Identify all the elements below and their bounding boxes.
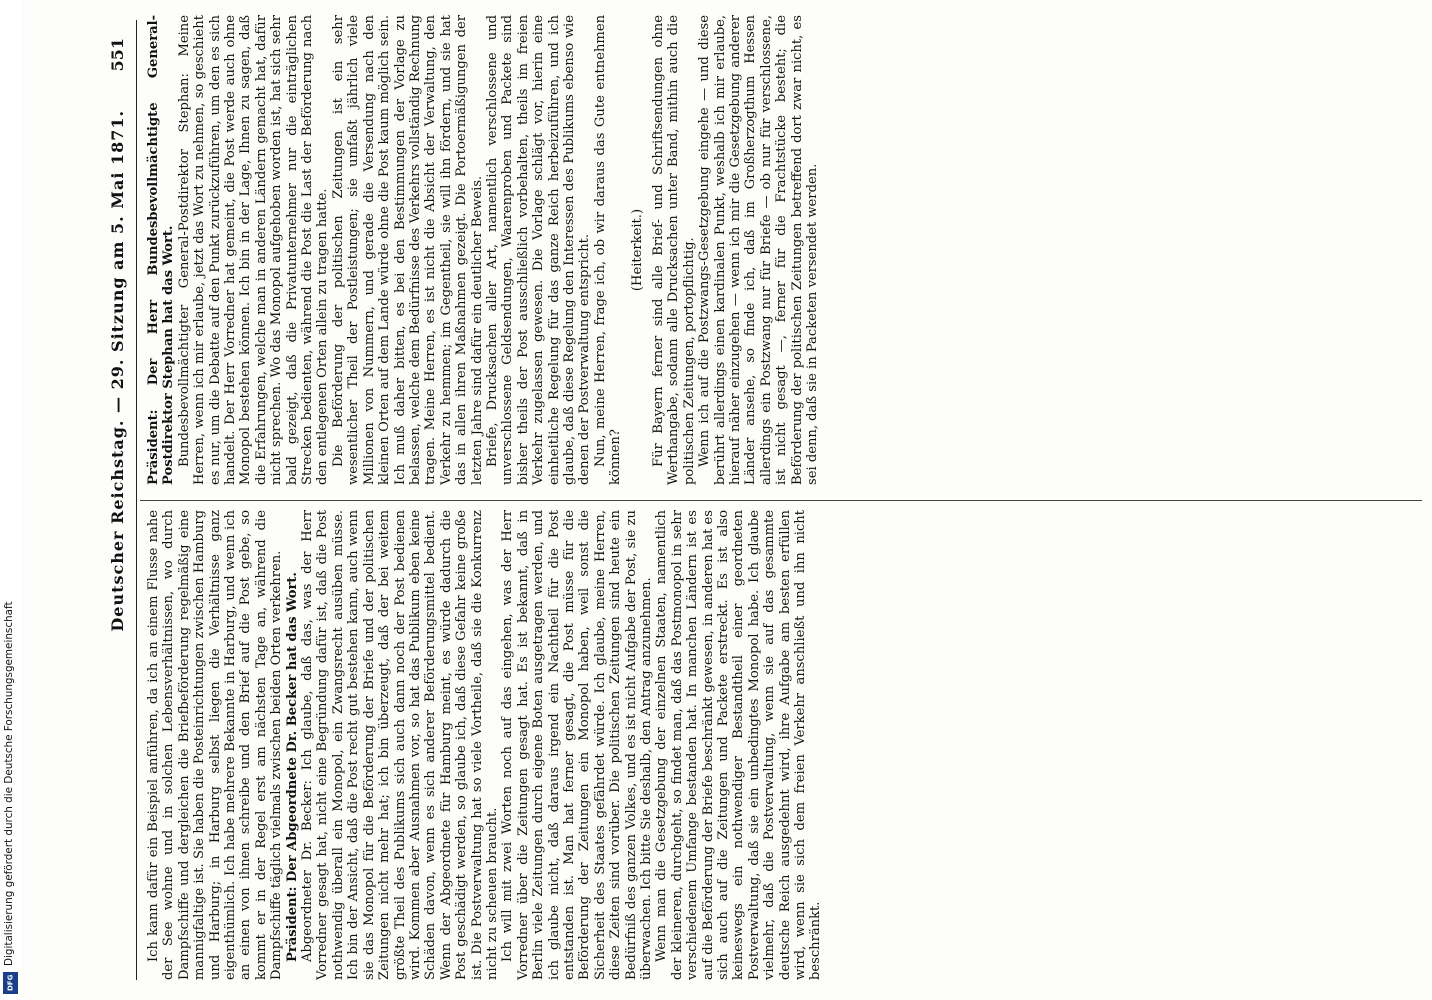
- paragraph: Abgeordneter Dr. Becker: Ich glaube, daß das, was der Herr Vorredner gesagt hat, nicht eine Begründung dafür ist, daß die Post nothwendig überall ein Monopol, ein Zwangsrecht ausüben müsse. Ich bin der Ansicht, daß die Post recht gut bestehen kann, auch wenn sie das Monopol für die Beförderung der Briefe und der politischen Zeitungen nicht mehr hat; ich bin überzeugt, daß der bei weitem größte Theil des Publikums sich auch dann noch der Post bedienen wird. Kommen aber Ausnahmen vor, so hat das Publikum eben keine Schäden davon, wenn es sich anderer Beförderungsmittel bedient. Wenn der Abgeordnete für Hamburg meint, es würde dadurch die Post geschädigt werden, so glaube ich, daß diese Gefahr keine große ist. Die Postverwaltung hat so viele Vortheile, daß sie die Konkurrenz nicht zu scheuen braucht.: [300, 510, 500, 980]
- laughter-note: (Heiterkeit.): [629, 208, 645, 292]
- paragraph: Wenn man die Gesetzgebung der einzelnen Staaten, namentlich der kleineren, durchgeht, so findet man, daß das Postmonopol in sehr verschiedenem Umfange bestanden hat. In manchen Ländern ist es auf die Beförderung der Briefe beschränkt gewesen, in anderen hat es sich auch auf die Zeitungen und Packete erstreckt. Es ist also keineswegs ein nothwendiger Bestandtheil einer geordneten Postverwaltung, daß sie ein unbedingtes Monopol habe. Ich glaube vielmehr, daß die Postverwaltung, wenn sie auf das gesammte deutsche Reich ausgedehnt wird, ihre Aufgabe am besten erfüllen wird, wenn sie sich dem freien Verkehr anschließt und ihn nicht beschränkt.: [654, 510, 824, 980]
- speaker-line: Präsident: Der Abgeordnete Dr. Becker hat das Wort.: [284, 572, 300, 962]
- paragraph: Die Beförderung der politischen Zeitungen ist ein sehr wesentlicher Theil der Postleistungen; sie umfaßt jährlich viele Millionen von Nummern, und gerade die Versendung nach den kleinen Orten auf dem Lande würde ohne die Post kaum möglich sein. Ich muß daher bitten, es bei den Bestimmungen der Vorlage zu belassen, welche dem Bedürfnisse des Verkehrs vollständig Rechnung tragen. Meine Herren, es ist nicht die Absicht der Verwaltung, den Verkehr zu hemmen; im Gegentheil, sie will ihn fördern, und sie hat das in allen ihren Maßnahmen gezeigt. Die Portoermäßigungen der letzten Jahre sind dafür ein deutlicher Beweis.: [330, 15, 485, 485]
- funding-credit: Digitalisierung gefördert durch die Deutsche Forschungsgemeinschaft: [3, 601, 15, 966]
- paragraph: Wenn ich auf die Postzwangs-Gesetzgebung eingehe — und diese berührt allerdings einen kardinalen Punkt, weshalb ich mir erlaube, hierauf näher einzugehen — wenn ich mir die Gesetzgebung anderer Länder ansehe, so finde ich, daß im Großherzogthum Hessen allerdings ein Postzwang nur für Briefe — ob nur für verschlossene, ist nicht gesagt —, ferner für die Frachtstücke besteht; die Beförderung der politischen Zeitungen betreffend dort zwar nicht, es sei denn, daß sie in Packeten versendet werden.: [697, 15, 821, 485]
- speaker-line: Präsident: Der Herr Bundesbevollmächtigte General-Postdirektor Stephan hat das Wort.: [146, 15, 177, 485]
- paragraph: Nun, meine Herren, frage ich, ob wir daraus das Gute entnehmen können?: [592, 15, 624, 485]
- rotated-page: [100, 0, 1432, 1000]
- newspaper-page: [100, 0, 1432, 1000]
- digitization-sidebar: [0, 0, 22, 1000]
- paragraph: Für Bayern ferner sind alle Brief- und Schriftsendungen ohne Werthangabe, sodann alle Drucksachen unter Band, mithin auch die politischen Zeitungen, portopflichtig.: [651, 15, 697, 485]
- left-column: [146, 510, 824, 980]
- right-column: [146, 15, 820, 485]
- column-divider: [140, 500, 1422, 501]
- running-title: Deutscher Reichstag. — 29. Sitzung am 5. Mai 1871.: [108, 109, 127, 632]
- page-number: 551: [108, 38, 127, 72]
- paragraph: Ich kann dafür ein Beispiel anführen, da ich an einem Flusse nahe der See wohne und in solchen Lebensverhältnissen, wo durch Dampfschiffe und dergleichen die Briefbeförderung regelmäßig eine mannigfaltige ist. Sie haben die Posteinrichtungen zwischen Hamburg und Harburg; in Harburg selbst liegen die Verhältnisse ganz eigenthümlich. Ich habe mehrere Bekannte in Harburg, und wenn ich an einen von ihnen schreibe und den Brief auf die Post gebe, so kommt er in der Regel erst am nächsten Tage an, während die Dampfschiffe täglich vielmals zwischen beiden Orten verkehren.: [146, 510, 285, 980]
- page-header: [100, 30, 134, 970]
- paragraph: Ich will mit zwei Worten noch auf das eingehen, was der Herr Vorredner über die Zeitungen gesagt hat. Es ist bekannt, daß in Berlin viele Zeitungen durch eigene Boten ausgetragen werden, und ich glaube nicht, daß daraus irgend ein Nachtheil für die Post entstanden ist. Man hat ferner gesagt, die Post müsse für die Beförderung der Zeitungen ein Monopol haben, weil sonst die Sicherheit des Staates gefährdet würde. Ich glaube, meine Herren, diese Zeiten sind vorüber. Die politischen Zeitungen sind heute ein Bedürfniß des ganzen Volkes, und es ist nicht Aufgabe der Post, sie zu überwachen. Ich bitte Sie deshalb, den Antrag anzunehmen.: [500, 510, 654, 980]
- paragraph: Briefe, Drucksachen aller Art, namentlich verschlossene und unverschlossene Geldsendungen, Waarenproben und Packete sind bisher theils der Post ausschließlich vorbehalten, theils im freien Verkehr zugelassen gewesen. Die Vorlage schlägt vor, hierin eine einheitliche Regelung für das ganze Reich herbeizuführen, und ich glaube, daß diese Regelung den Interessen des Publikums ebenso wie denen der Postverwaltung entspricht.: [484, 15, 593, 485]
- header-rule: [136, 20, 137, 980]
- dfg-logo: DFG: [3, 972, 18, 994]
- paragraph: Bundesbevollmächtigter General-Postdirektor Stephan: Meine Herren, wenn ich mir erlaube, jetzt das Wort zu nehmen, so geschieht es nur, um die Debatte auf den Punkt zurückzuführen, um den es sich handelt. Der Herr Vorredner hat gemeint, die Post werde auch ohne Monopol bestehen können. Ich bin in der Lage, Ihnen zu sagen, daß die Erfahrungen, welche man in anderen Ländern gemacht hat, dafür nicht sprechen. Wo das Monopol aufgehoben worden ist, hat sich sehr bald gezeigt, daß die Privatunternehmer nur die einträglichen Strecken bedienten, während die Post die Last der Beförderung nach den entlegenen Orten allein zu tragen hatte.: [176, 15, 331, 485]
